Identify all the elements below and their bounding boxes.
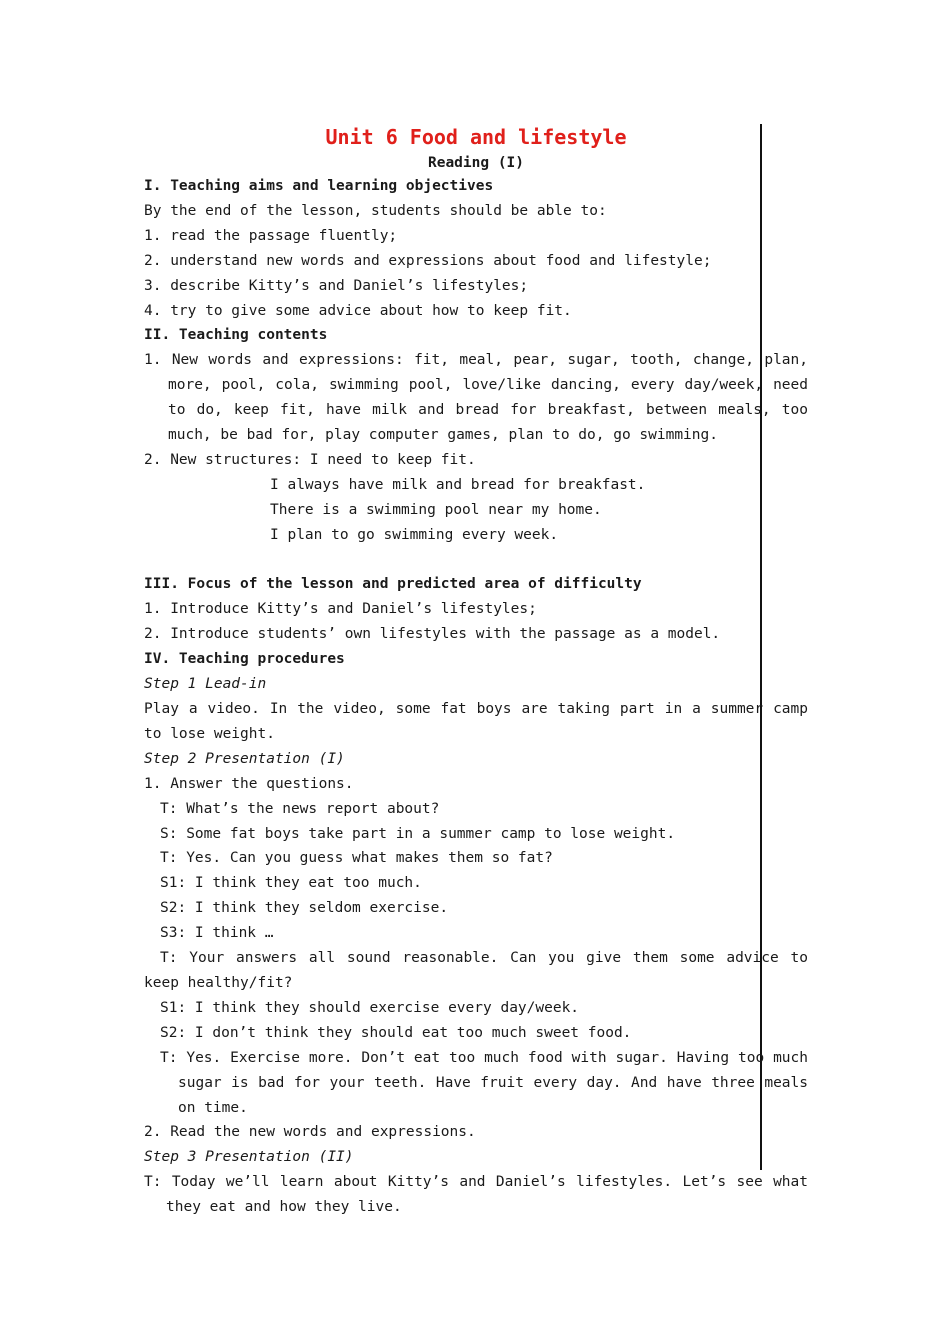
aims-item: 1. read the passage fluently; — [144, 227, 398, 244]
dialogue-line: S1: I think they should exercise every day/week. — [160, 999, 580, 1016]
dialogue-line: T: Yes. Can you guess what makes them so fat? — [160, 850, 553, 867]
contents-item-words: 1. New words and expressions: fit, meal, pear, sugar, tooth, change, plan, more, pool, cola, swimming pool, love/like dancing, every day/week, need to do, keep fit, have milk and bread for breakfast, between meals, too much, be bad for, play computer games, plan to do, go swimming. — [144, 352, 808, 444]
section-heading-focus: III. Focus of the lesson and predicted area of difficulty — [144, 576, 642, 593]
section-heading-aims: I. Teaching aims and learning objectives — [144, 178, 494, 194]
dialogue-teacher-summary: T: Yes. Exercise more. Don’t eat too much food with sugar. Having too much sugar is bad for your teeth. Have fruit every day. And have three meals on time. — [160, 1049, 808, 1116]
page-title: Unit 6 Food and lifestyle — [325, 125, 627, 149]
step-1-title: Step 1 Lead-in — [144, 676, 267, 693]
step-2-item-2: 2. Read the new words and expressions. — [144, 1124, 476, 1141]
structure-line: I plan to go swimming every week. — [270, 526, 559, 543]
dialogue-line: S1: I think they eat too much. — [160, 875, 422, 892]
page-subtitle: Reading (I) — [427, 155, 525, 171]
structure-line: I always have milk and bread for breakfast. — [270, 476, 646, 493]
contents-item-structures: 2. New structures: I need to keep fit. — [144, 451, 476, 468]
dialogue-teacher-advice: T: Your answers all sound reasonable. Can you give them some advice to keep healthy/fit? — [144, 950, 808, 991]
focus-item: 1. Introduce Kitty’s and Daniel’s lifestyles; — [144, 601, 537, 618]
section-heading-procedures: IV. Teaching procedures — [144, 651, 345, 668]
step-3-text: T: Today we’ll learn about Kitty’s and Daniel’s lifestyles. Let’s see what they eat and how they live. — [144, 1174, 808, 1216]
dialogue-line: S2: I don’t think they should eat too much sweet food. — [160, 1024, 632, 1041]
section-heading-contents: II. Teaching contents — [144, 327, 328, 344]
dialogue-line: S2: I think they seldom exercise. — [160, 900, 449, 917]
step-1-text: Play a video. In the video, some fat boys are taking part in a summer camp to lose weight. — [144, 701, 808, 742]
step-3-title: Step 3 Presentation (II) — [144, 1149, 354, 1166]
aims-intro: By the end of the lesson, students should be able to: — [144, 202, 607, 219]
step-2-item-1: 1. Answer the questions. — [144, 775, 354, 792]
aims-item: 2. understand new words and expressions about food and lifestyle; — [144, 252, 712, 269]
aims-item: 3. describe Kitty’s and Daniel’s lifestyles; — [144, 277, 529, 294]
document-body — [144, 122, 808, 1220]
focus-item: 2. Introduce students’ own lifestyles with the passage as a model. — [144, 626, 721, 643]
dialogue-line: S: Some fat boys take part in a summer camp to lose weight. — [160, 825, 676, 842]
dialogue-line: T: What’s the news report about? — [160, 800, 440, 817]
dialogue-line: S3: I think … — [160, 925, 274, 942]
structure-line: There is a swimming pool near my home. — [270, 501, 602, 518]
blank-line — [144, 548, 808, 573]
aims-item: 4. try to give some advice about how to keep fit. — [144, 302, 572, 319]
step-2-title: Step 2 Presentation (I) — [144, 750, 345, 767]
